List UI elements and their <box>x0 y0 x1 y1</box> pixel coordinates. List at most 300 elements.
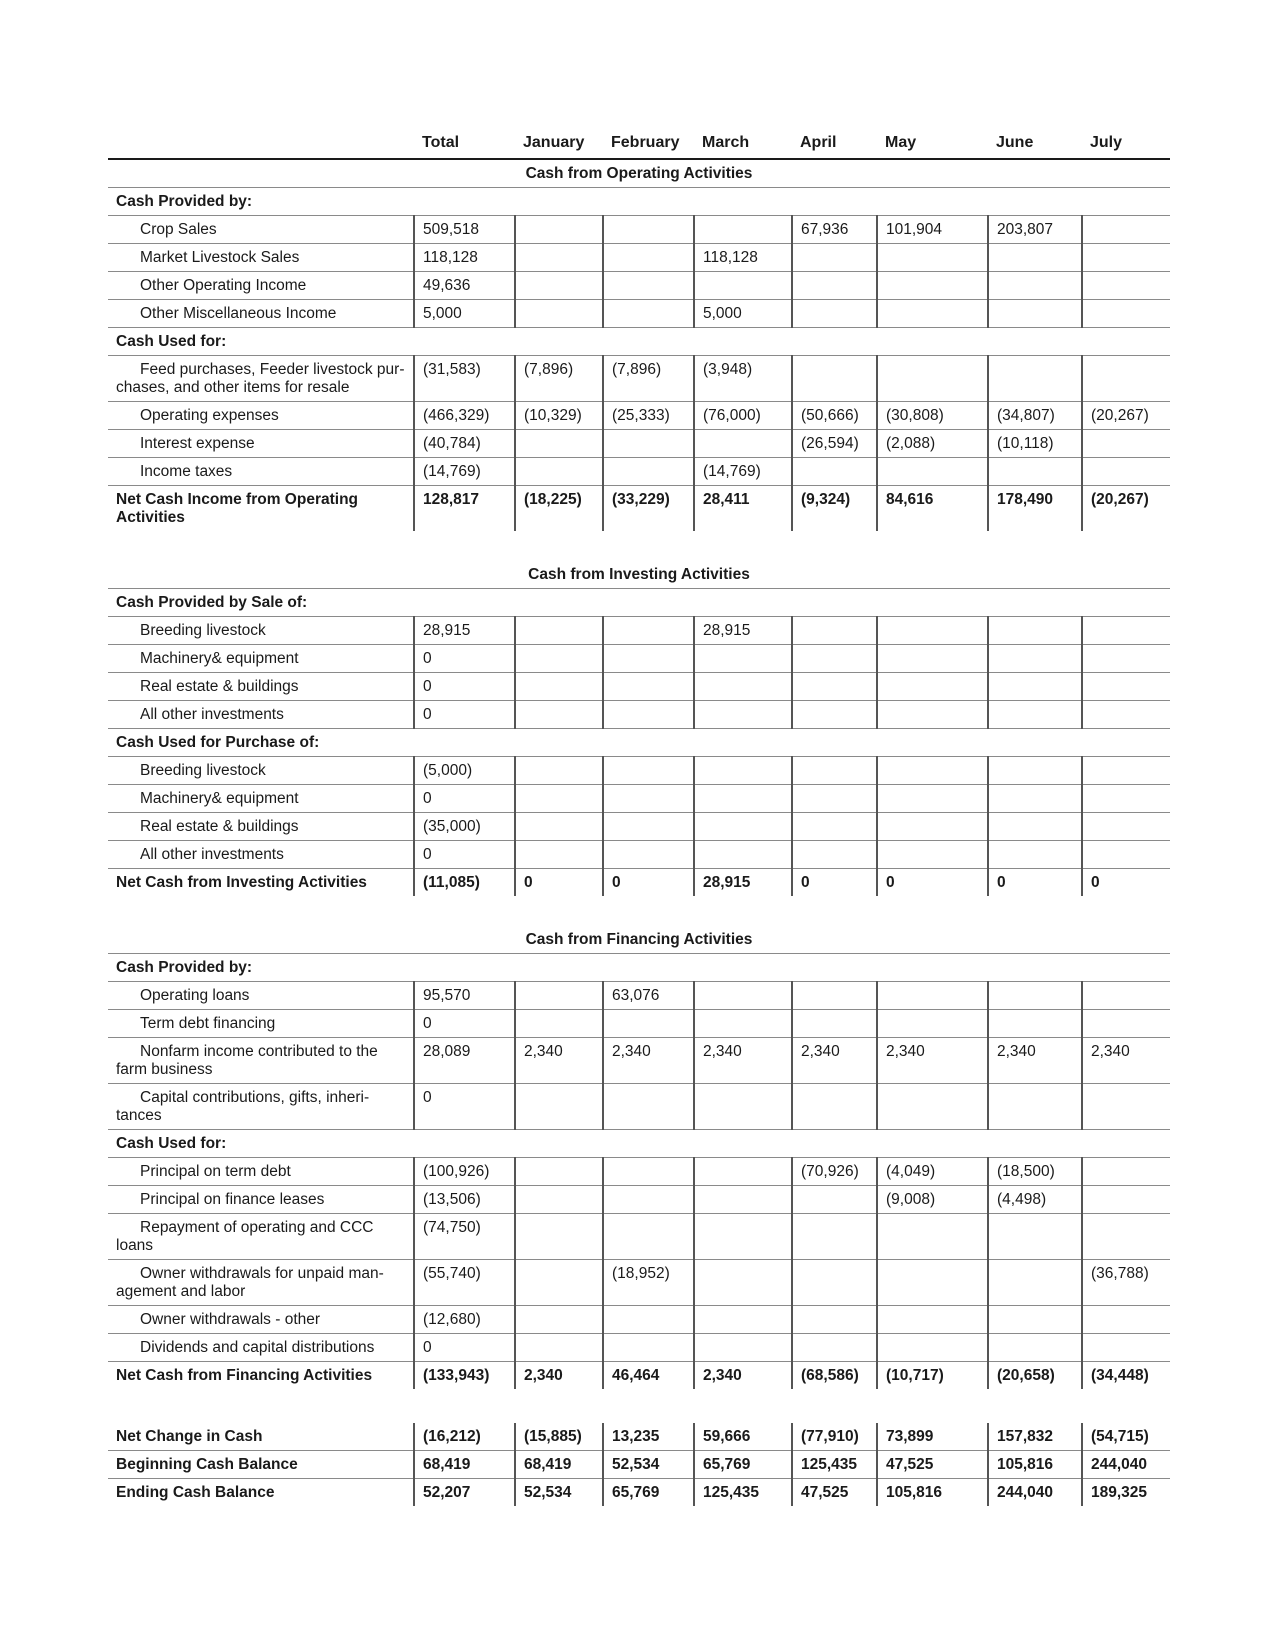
value-cell <box>603 1158 694 1186</box>
value-cell <box>792 757 877 785</box>
value-cell <box>515 673 603 701</box>
section-title: Cash from Financing Activities <box>525 931 753 948</box>
table-row <box>108 785 1170 813</box>
value-cell <box>694 841 792 869</box>
value-cell <box>988 1214 1082 1260</box>
value-cell <box>1082 701 1170 729</box>
value-cell: (3,948) <box>694 356 792 402</box>
value-cell <box>515 300 603 328</box>
value-cell: 5,000 <box>414 300 515 328</box>
value-cell: 178,490 <box>988 486 1082 532</box>
summary-row <box>108 1479 1170 1507</box>
value-cell: (35,000) <box>414 813 515 841</box>
row-label: Machinery& equipment <box>108 785 414 813</box>
value-cell: 189,325 <box>1082 1479 1170 1507</box>
value-cell <box>792 356 877 402</box>
table-row <box>108 402 1170 430</box>
spacer-cell <box>108 531 1170 561</box>
value-cell: (25,333) <box>603 402 694 430</box>
subsection-heading: Cash Provided by: <box>108 188 414 216</box>
value-cell <box>792 1260 877 1306</box>
value-cell <box>515 1084 603 1130</box>
row-label: Market Livestock Sales <box>108 244 414 272</box>
value-cell: (466,329) <box>414 402 515 430</box>
empty-cell <box>877 729 988 757</box>
value-cell: 68,419 <box>515 1451 603 1479</box>
section-spacer <box>108 896 1170 926</box>
value-cell: 2,340 <box>694 1362 792 1390</box>
empty-cell <box>988 1130 1082 1158</box>
value-cell <box>694 982 792 1010</box>
row-label: Interest expense <box>108 430 414 458</box>
subsection-heading: Cash Used for: <box>108 328 414 356</box>
row-label: Beginning Cash Balance <box>108 1451 414 1479</box>
value-cell: 0 <box>792 869 877 897</box>
row-label: Net Cash Income from Operating Activities <box>108 486 414 532</box>
value-cell: 52,207 <box>414 1479 515 1507</box>
value-cell <box>792 617 877 645</box>
value-cell <box>603 1010 694 1038</box>
value-cell <box>603 300 694 328</box>
value-cell: 59,666 <box>694 1423 792 1451</box>
value-cell <box>877 1260 988 1306</box>
value-cell: (34,448) <box>1082 1362 1170 1390</box>
cash-flow-table <box>108 129 1170 1506</box>
value-cell: 0 <box>414 841 515 869</box>
value-cell: (36,788) <box>1082 1260 1170 1306</box>
value-cell: 105,816 <box>988 1451 1082 1479</box>
table-row <box>108 982 1170 1010</box>
row-label: Principal on finance leases <box>108 1186 414 1214</box>
empty-cell <box>603 188 694 216</box>
value-cell: 0 <box>414 673 515 701</box>
row-label: Real estate & buildings <box>108 813 414 841</box>
value-cell: 0 <box>877 869 988 897</box>
value-cell <box>792 1186 877 1214</box>
value-cell <box>877 1334 988 1362</box>
value-cell <box>515 272 603 300</box>
operating-section-title <box>108 159 1170 188</box>
value-cell <box>694 1306 792 1334</box>
value-cell <box>988 1306 1082 1334</box>
value-cell <box>988 1260 1082 1306</box>
row-label: Feed purchases, Feeder livestock pur-chases, and other items for resale <box>108 356 414 402</box>
column-header: May <box>877 129 988 159</box>
value-cell: 13,235 <box>603 1423 694 1451</box>
column-header: February <box>603 129 694 159</box>
subsection-heading-row <box>108 188 1170 216</box>
empty-cell <box>877 954 988 982</box>
value-cell <box>988 645 1082 673</box>
table-row <box>108 1334 1170 1362</box>
row-label: All other investments <box>108 841 414 869</box>
row-label: All other investments <box>108 701 414 729</box>
value-cell <box>792 1084 877 1130</box>
value-cell: 95,570 <box>414 982 515 1010</box>
value-cell <box>1082 1306 1170 1334</box>
value-cell: (18,225) <box>515 486 603 532</box>
financing-section-title <box>108 926 1170 954</box>
value-cell <box>515 1334 603 1362</box>
value-cell <box>603 430 694 458</box>
value-cell <box>694 645 792 673</box>
value-cell: 2,340 <box>694 1038 792 1084</box>
value-cell: 68,419 <box>414 1451 515 1479</box>
table-row <box>108 645 1170 673</box>
value-cell <box>877 645 988 673</box>
column-header: March <box>694 129 792 159</box>
row-label: Net Cash from Investing Activities <box>108 869 414 897</box>
value-cell <box>603 216 694 244</box>
value-cell <box>515 458 603 486</box>
empty-cell <box>988 328 1082 356</box>
value-cell <box>988 1334 1082 1362</box>
header-blank <box>108 129 414 159</box>
value-cell: (50,666) <box>792 402 877 430</box>
value-cell <box>603 645 694 673</box>
value-cell <box>1082 272 1170 300</box>
value-cell <box>515 757 603 785</box>
value-cell <box>694 1010 792 1038</box>
row-label: Operating expenses <box>108 402 414 430</box>
value-cell <box>792 1306 877 1334</box>
empty-cell <box>1082 1130 1170 1158</box>
table-row <box>108 356 1170 402</box>
value-cell: 0 <box>414 1084 515 1130</box>
value-cell <box>877 785 988 813</box>
row-label: Breeding livestock <box>108 617 414 645</box>
row-label: Owner withdrawals - other <box>108 1306 414 1334</box>
value-cell <box>603 1186 694 1214</box>
value-cell <box>877 272 988 300</box>
value-cell: (9,324) <box>792 486 877 532</box>
value-cell <box>694 1186 792 1214</box>
empty-cell <box>877 1130 988 1158</box>
value-cell: 125,435 <box>792 1451 877 1479</box>
value-cell <box>1082 785 1170 813</box>
value-cell <box>694 430 792 458</box>
value-cell: 105,816 <box>877 1479 988 1507</box>
value-cell <box>877 617 988 645</box>
empty-cell <box>694 954 792 982</box>
value-cell <box>1082 216 1170 244</box>
value-cell <box>515 617 603 645</box>
empty-cell <box>792 589 877 617</box>
value-cell <box>694 673 792 701</box>
value-cell: 509,518 <box>414 216 515 244</box>
value-cell <box>988 1010 1082 1038</box>
value-cell: (68,586) <box>792 1362 877 1390</box>
value-cell <box>1082 1084 1170 1130</box>
table-row <box>108 1306 1170 1334</box>
value-cell <box>1082 645 1170 673</box>
value-cell <box>603 1214 694 1260</box>
value-cell <box>694 1158 792 1186</box>
value-cell: (30,808) <box>877 402 988 430</box>
value-cell <box>877 982 988 1010</box>
row-label: Capital contributions, gifts, inheri-tances <box>108 1084 414 1130</box>
subsection-heading: Cash Provided by Sale of: <box>108 589 414 617</box>
value-cell <box>603 701 694 729</box>
value-cell <box>988 785 1082 813</box>
table-body <box>108 129 1170 1506</box>
row-label: Real estate & buildings <box>108 673 414 701</box>
value-cell <box>988 356 1082 402</box>
value-cell <box>792 244 877 272</box>
table-row <box>108 1186 1170 1214</box>
column-header: April <box>792 129 877 159</box>
value-cell: (11,085) <box>414 869 515 897</box>
table-row <box>108 300 1170 328</box>
value-cell: 2,340 <box>792 1038 877 1084</box>
value-cell: 0 <box>414 645 515 673</box>
value-cell <box>515 701 603 729</box>
value-cell: (12,680) <box>414 1306 515 1334</box>
value-cell: (16,212) <box>414 1423 515 1451</box>
empty-cell <box>414 1130 515 1158</box>
value-cell <box>988 673 1082 701</box>
value-cell: (55,740) <box>414 1260 515 1306</box>
value-cell: (20,658) <box>988 1362 1082 1390</box>
value-cell: 47,525 <box>792 1479 877 1507</box>
row-label: Other Miscellaneous Income <box>108 300 414 328</box>
value-cell <box>603 272 694 300</box>
value-cell: 0 <box>414 785 515 813</box>
empty-cell <box>988 954 1082 982</box>
value-cell: 28,915 <box>414 617 515 645</box>
empty-cell <box>988 729 1082 757</box>
value-cell <box>1082 1010 1170 1038</box>
value-cell: 0 <box>1082 869 1170 897</box>
value-cell: (76,000) <box>694 402 792 430</box>
empty-cell <box>603 729 694 757</box>
value-cell <box>694 813 792 841</box>
value-cell: 65,769 <box>694 1451 792 1479</box>
value-cell <box>694 272 792 300</box>
value-cell: (74,750) <box>414 1214 515 1260</box>
investing-net-total-row <box>108 869 1170 897</box>
row-label: Term debt financing <box>108 1010 414 1038</box>
table-row <box>108 1158 1170 1186</box>
value-cell <box>988 757 1082 785</box>
empty-cell <box>603 1130 694 1158</box>
empty-cell <box>877 589 988 617</box>
table-row <box>108 813 1170 841</box>
empty-cell <box>515 328 603 356</box>
value-cell <box>515 813 603 841</box>
column-header: July <box>1082 129 1170 159</box>
row-label: Principal on term debt <box>108 1158 414 1186</box>
empty-cell <box>515 729 603 757</box>
empty-cell <box>694 589 792 617</box>
table-row <box>108 1214 1170 1260</box>
table-row <box>108 216 1170 244</box>
value-cell: 49,636 <box>414 272 515 300</box>
empty-cell <box>603 954 694 982</box>
value-cell <box>877 356 988 402</box>
value-cell: (15,885) <box>515 1423 603 1451</box>
row-label: Operating loans <box>108 982 414 1010</box>
value-cell <box>988 1084 1082 1130</box>
empty-cell <box>988 188 1082 216</box>
empty-cell <box>988 589 1082 617</box>
value-cell: 2,340 <box>515 1038 603 1084</box>
value-cell <box>1082 1186 1170 1214</box>
row-label: Dividends and capital distributions <box>108 1334 414 1362</box>
value-cell: (4,049) <box>877 1158 988 1186</box>
value-cell: 2,340 <box>988 1038 1082 1084</box>
value-cell: 0 <box>414 1010 515 1038</box>
value-cell: 203,807 <box>988 216 1082 244</box>
value-cell: (26,594) <box>792 430 877 458</box>
value-cell <box>603 813 694 841</box>
value-cell <box>877 757 988 785</box>
empty-cell <box>515 589 603 617</box>
value-cell: (5,000) <box>414 757 515 785</box>
empty-cell <box>792 729 877 757</box>
table-row <box>108 673 1170 701</box>
value-cell <box>1082 617 1170 645</box>
value-cell: 0 <box>988 869 1082 897</box>
value-cell <box>603 785 694 813</box>
value-cell: 0 <box>414 701 515 729</box>
value-cell <box>603 1306 694 1334</box>
column-header-row <box>108 129 1170 159</box>
value-cell <box>1082 300 1170 328</box>
value-cell: 2,340 <box>877 1038 988 1084</box>
value-cell <box>603 757 694 785</box>
section-title: Cash from Investing Activities <box>528 566 750 583</box>
cash-flow-statement <box>108 129 1170 1506</box>
value-cell: 0 <box>603 869 694 897</box>
value-cell <box>1082 356 1170 402</box>
empty-cell <box>515 1130 603 1158</box>
summary-row <box>108 1451 1170 1479</box>
value-cell: 73,899 <box>877 1423 988 1451</box>
operating-net-total-row <box>108 486 1170 532</box>
value-cell <box>1082 458 1170 486</box>
value-cell <box>792 785 877 813</box>
value-cell <box>515 982 603 1010</box>
row-label: Ending Cash Balance <box>108 1479 414 1507</box>
empty-cell <box>694 188 792 216</box>
value-cell <box>792 982 877 1010</box>
value-cell: 28,089 <box>414 1038 515 1084</box>
row-label: Income taxes <box>108 458 414 486</box>
value-cell: (54,715) <box>1082 1423 1170 1451</box>
empty-cell <box>1082 188 1170 216</box>
value-cell <box>792 300 877 328</box>
value-cell <box>1082 673 1170 701</box>
value-cell <box>515 430 603 458</box>
table-row <box>108 841 1170 869</box>
summary-row <box>108 1423 1170 1451</box>
value-cell <box>515 1186 603 1214</box>
table-row <box>108 1038 1170 1084</box>
empty-cell <box>792 188 877 216</box>
value-cell <box>988 272 1082 300</box>
value-cell: 0 <box>414 1334 515 1362</box>
value-cell <box>515 785 603 813</box>
empty-cell <box>877 328 988 356</box>
value-cell <box>603 617 694 645</box>
row-label: Owner withdrawals for unpaid man-agement and labor <box>108 1260 414 1306</box>
value-cell: (133,943) <box>414 1362 515 1390</box>
row-label: Net Change in Cash <box>116 1428 263 1445</box>
value-cell <box>1082 1158 1170 1186</box>
empty-cell <box>515 188 603 216</box>
empty-cell <box>515 954 603 982</box>
value-cell <box>792 1010 877 1038</box>
value-cell: 2,340 <box>1082 1038 1170 1084</box>
value-cell <box>603 841 694 869</box>
value-cell: (31,583) <box>414 356 515 402</box>
empty-cell <box>792 954 877 982</box>
value-cell: 65,769 <box>603 1479 694 1507</box>
value-cell <box>877 701 988 729</box>
value-cell <box>792 1334 877 1362</box>
value-cell <box>792 841 877 869</box>
value-cell: 2,340 <box>515 1362 603 1390</box>
row-label: Nonfarm income contributed to the farm business <box>108 1038 414 1084</box>
value-cell: 244,040 <box>988 1479 1082 1507</box>
empty-cell <box>694 1130 792 1158</box>
value-cell <box>792 458 877 486</box>
value-cell <box>515 841 603 869</box>
value-cell <box>877 1214 988 1260</box>
empty-cell <box>414 589 515 617</box>
value-cell: (2,088) <box>877 430 988 458</box>
value-cell <box>694 1214 792 1260</box>
table-row <box>108 617 1170 645</box>
row-label: Net Cash from Financing Activities <box>108 1362 414 1390</box>
empty-cell <box>694 328 792 356</box>
value-cell: 63,076 <box>603 982 694 1010</box>
value-cell: 2,340 <box>603 1038 694 1084</box>
table-row <box>108 272 1170 300</box>
value-cell: 52,534 <box>603 1451 694 1479</box>
value-cell <box>515 244 603 272</box>
value-cell <box>515 1158 603 1186</box>
value-cell <box>1082 244 1170 272</box>
value-cell <box>694 701 792 729</box>
section-spacer <box>108 1389 1170 1423</box>
value-cell <box>603 1084 694 1130</box>
spacer-cell <box>108 1389 1170 1423</box>
value-cell: 47,525 <box>877 1451 988 1479</box>
table-row <box>108 1260 1170 1306</box>
empty-cell <box>1082 589 1170 617</box>
row-label: Other Operating Income <box>108 272 414 300</box>
value-cell <box>988 244 1082 272</box>
subsection-heading: Cash Provided by: <box>108 954 414 982</box>
value-cell <box>694 1334 792 1362</box>
value-cell: (7,896) <box>515 356 603 402</box>
value-cell <box>1082 757 1170 785</box>
value-cell: 118,128 <box>694 244 792 272</box>
row-label: Machinery& equipment <box>108 645 414 673</box>
empty-cell <box>414 954 515 982</box>
value-cell: 125,435 <box>694 1479 792 1507</box>
table-row <box>108 1084 1170 1130</box>
value-cell <box>792 1214 877 1260</box>
value-cell <box>694 216 792 244</box>
value-cell: 157,832 <box>988 1423 1082 1451</box>
subsection-heading-row <box>108 589 1170 617</box>
table-row <box>108 1010 1170 1038</box>
table-row <box>108 458 1170 486</box>
column-header: January <box>515 129 603 159</box>
